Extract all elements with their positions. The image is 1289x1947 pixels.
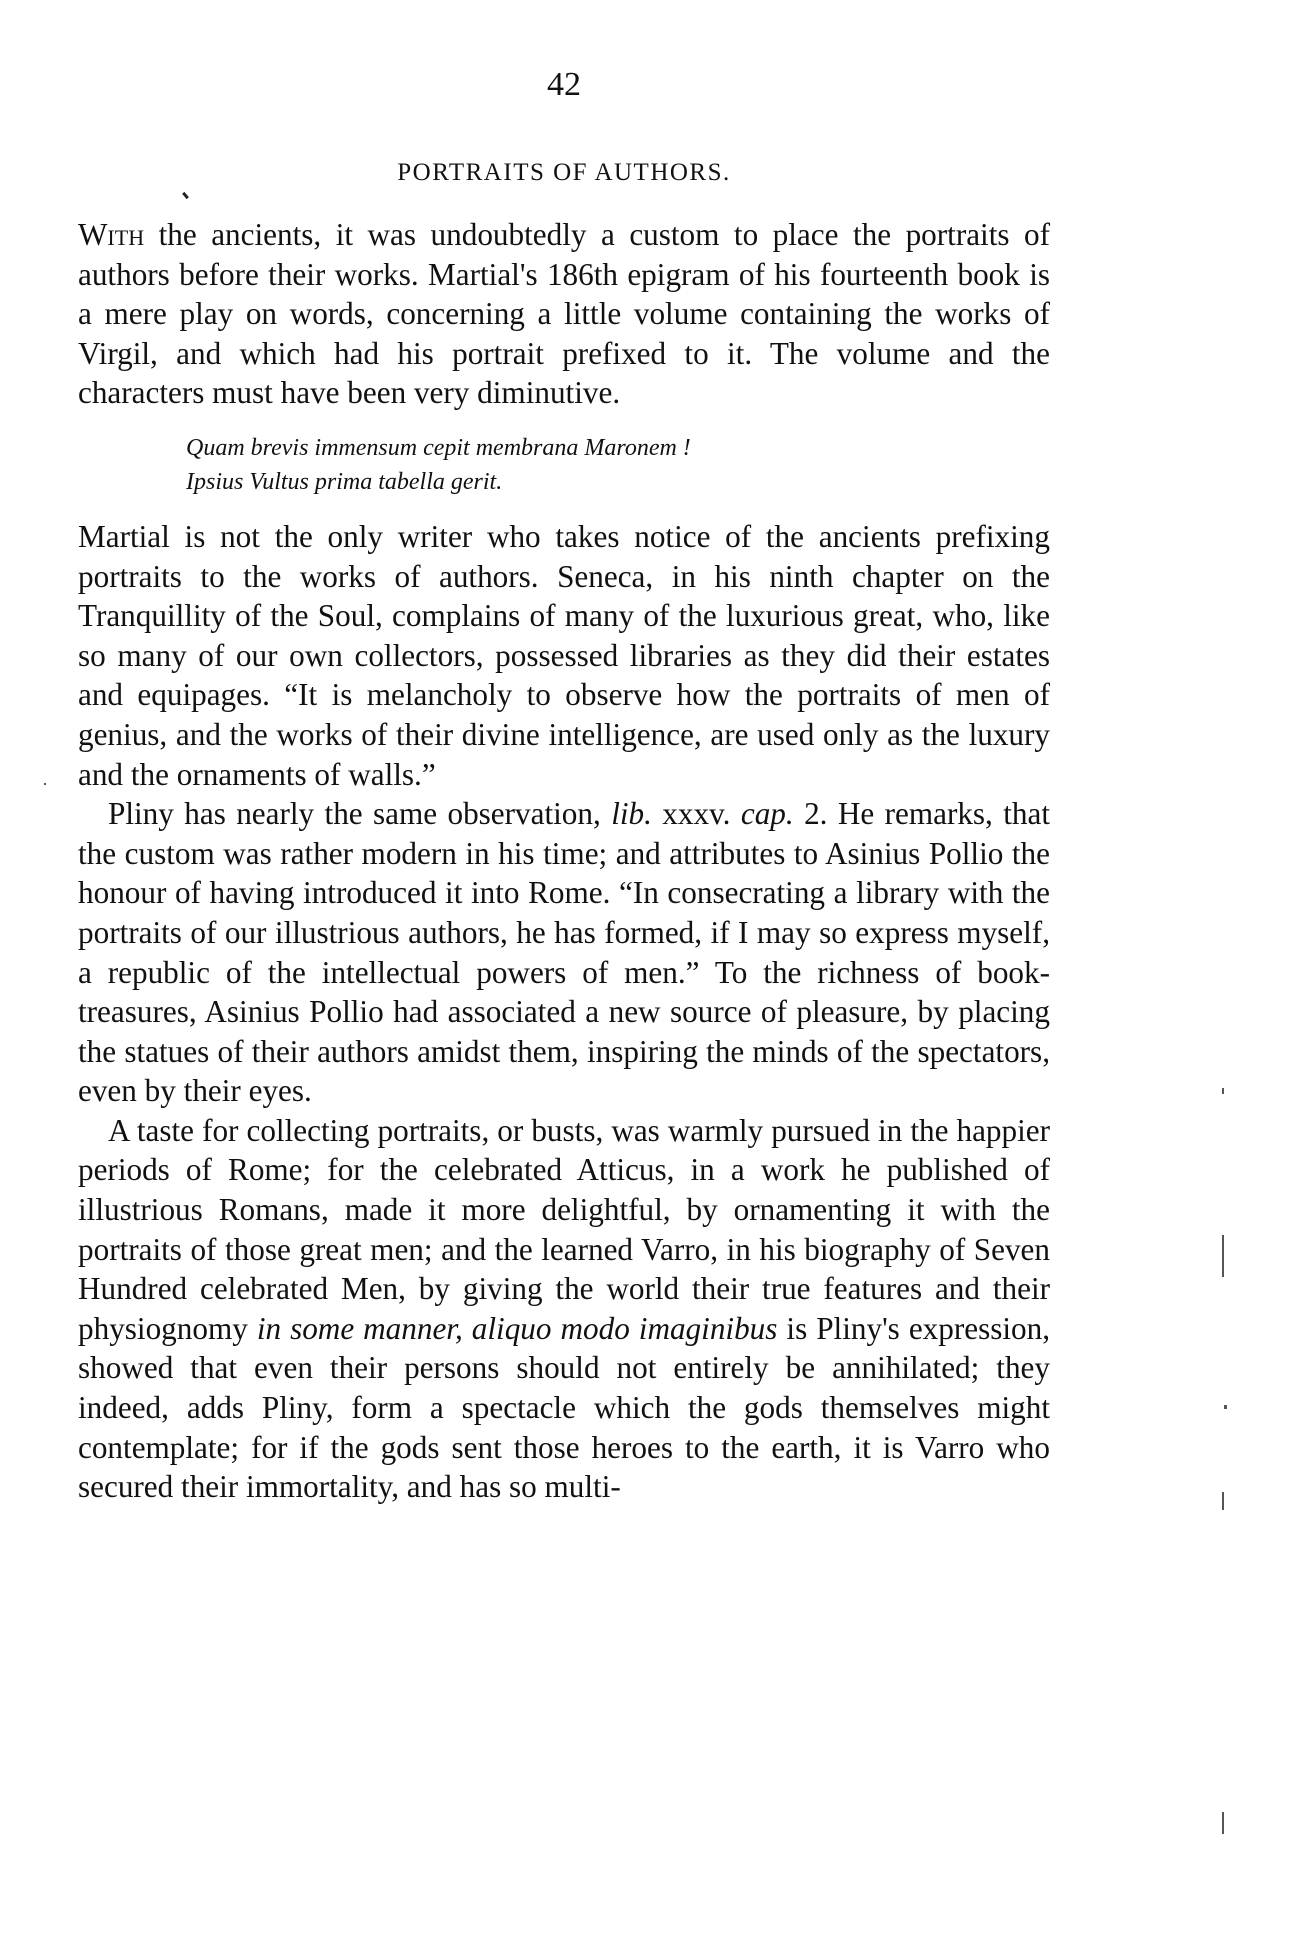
paragraph-3 <box>78 794 1050 1111</box>
margin-mark <box>1224 1405 1227 1409</box>
margin-mark <box>1222 1812 1224 1834</box>
drop-word: With <box>78 217 145 252</box>
paragraph-1-text: the ancients, it was undoubtedly a custom to place the portraits of authors before their works. Martial's 186th epigram of his fourteenth book is a mere play on words, concerning a little volume containing the works of Virgil, and which had his portrait prefixed to it. The volume and the characters must have been very diminutive. <box>78 217 1050 411</box>
page-number: 42 <box>547 66 581 103</box>
chapter-title: PORTRAITS OF AUTHORS. <box>397 159 731 186</box>
page <box>78 40 1050 1920</box>
paragraph-3-cap: cap. <box>740 796 794 832</box>
margin-mark <box>1222 1235 1224 1277</box>
margin-mark <box>1222 1088 1224 1094</box>
paragraph-4-text-a: A taste for collecting portraits, or busts, was warmly pursued in the happier periods of Rome; for the celebrated Atticus, in a work he published of illustrious Romans, made it more delightful, by ornamenting it with the portraits of those great men; and the learned Varro, in his biography of Seven Hundred celebrated Men, by giving the world their true features and their physiognomy <box>78 1112 1050 1346</box>
paragraph-3-text-b: xxxv. <box>651 796 741 832</box>
paragraph-3-text-c: 2. He remarks, that the custom was rather modern in his time; and attributes to Asinius Pollio the honour of having introduced it into Rome. “In consecrating a library with the portraits of our illustrious authors, he has formed, if I may so express myself, a republic of the intellectual powers of men.” To the richness of book-treasures, Asinius Pollio had associated a new source of pleasure, by placing the statues of their authors amidst them, inspiring the minds of the spectators, even by their eyes. <box>78 796 1051 1109</box>
stray-mark <box>182 192 189 199</box>
latin-verse <box>186 431 1050 499</box>
margin-mark <box>44 783 46 785</box>
paragraph-4-text-b: is Pliny's expression, showed that even their persons should not entirely be annihilated; they indeed, adds Pliny, form a spectacle which the gods themselves might contemplate; for if the gods sent those heroes to the earth, it is Varro who secured their immortality, and has so multi- <box>78 1310 1050 1505</box>
paragraph-2: Martial is not the only writer who takes notice of the ancients prefixing portraits to the works of authors. Seneca, in his ninth chapter on the Tranquillity of the Soul, complains of many of the luxurious great, who, like so many of our own collectors, possessed libraries as they did their estates and equipages. “It is melancholy to observe how the portraits of men of genius, and the works of their divine intelligence, are used only as the luxury and the ornaments of walls.” <box>78 518 1050 792</box>
paragraph-1 <box>78 215 1050 413</box>
verse-line: Quam brevis immensum cepit membrana Maronem ! <box>186 434 691 461</box>
paragraph-4 <box>78 1111 1050 1507</box>
paragraph-4-italic: in some manner, aliquo modo imaginibus <box>256 1310 778 1346</box>
paragraph-3-lib: lib. <box>611 796 652 832</box>
verse-line: Ipsius Vultus prima tabella gerit. <box>186 468 503 495</box>
margin-mark <box>1222 1492 1224 1510</box>
paragraph-3-text-a: Pliny has nearly the same observation, <box>108 796 612 832</box>
